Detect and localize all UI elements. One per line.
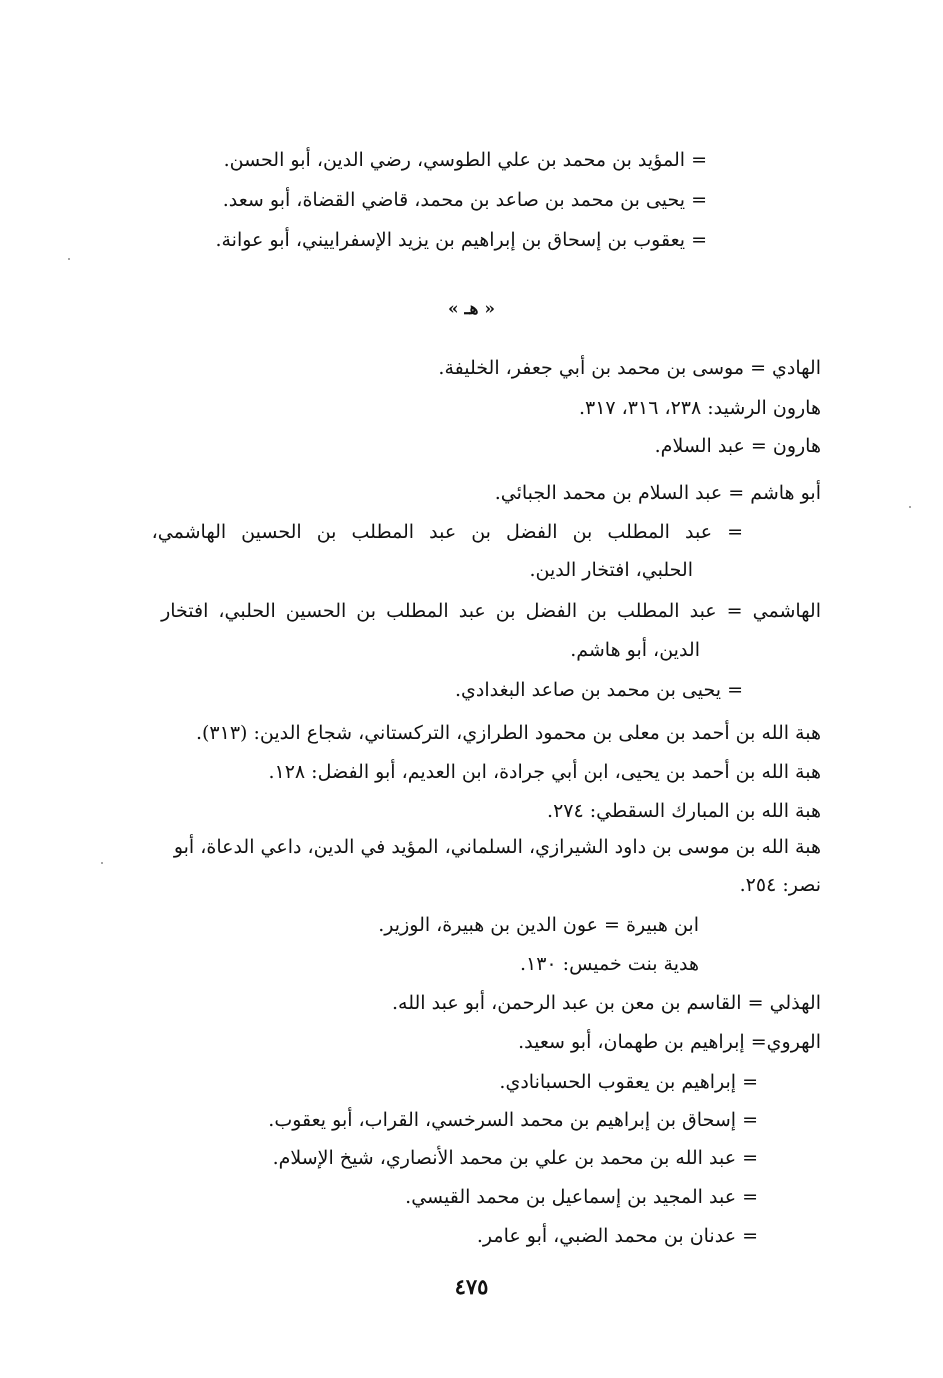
index-entry: هبة الله بن المبارك السقطي: ٢٧٤. (547, 800, 821, 822)
index-entry: ابن هبيرة = عون الدين بن هبيرة، الوزير. (378, 914, 699, 936)
scan-speck (909, 506, 911, 508)
index-entry: = عبد المطلب بن الفضل بن عبد المطلب بن الحسين الهاشمي، (151, 521, 743, 543)
index-entry: = عبد المجيد بن إسماعيل بن محمد القيسي. (405, 1186, 758, 1208)
page-number: ٤٧٥ (454, 1274, 489, 1299)
index-entry: = إبراهيم بن يعقوب الحسبانادي. (499, 1071, 758, 1093)
index-entry: = عدنان بن محمد الضبي، أبو عامر. (476, 1225, 758, 1247)
index-entry: = عبد الله بن محمد بن علي بن محمد الأنصاري، شيخ الإسلام. (272, 1147, 758, 1169)
index-entry: هبة الله بن أحمد بن معلى بن محمود الطرازي، التركستاني، شجاع الدين: (٣١٣). (195, 722, 821, 744)
index-entry-continuation: الحلبي، افتخار الدين. (529, 559, 693, 581)
index-entry: الهروي= إبراهيم بن طهمان، أبو سعيد. (518, 1031, 821, 1053)
scan-speck (68, 258, 70, 260)
index-entry: = يحيى بن محمد بن صاعد بن محمد، قاضي القضاة، أبو سعد. (222, 189, 707, 211)
index-entry: = إسحاق بن إبراهيم بن محمد السرخسي، القراب، أبو يعقوب. (268, 1109, 758, 1131)
index-entry: = يحيى بن محمد بن صاعد البغدادي. (454, 679, 743, 701)
index-entry: = يعقوب بن إسحاق بن إبراهيم بن يزيد الإسفراييني، أبو عوانة. (215, 229, 707, 251)
index-entry: هبة الله بن موسى بن داود الشيرازي، السلماني، المؤيد في الدين، داعي الدعاة، أبو (173, 836, 821, 858)
index-entry-continuation: الدين، أبو هاشم. (570, 639, 700, 661)
scan-speck (101, 862, 103, 864)
index-entry: الهاشمي = عبد المطلب بن الفضل بن عبد المطلب بن الحسين الحلبي، افتخار (161, 600, 821, 622)
index-entry: هدية بنت خميس: ١٣٠. (519, 953, 699, 975)
index-entry: أبو هاشم = عبد السلام بن محمد الجبائي. (494, 482, 821, 504)
index-entry: الهذلي = القاسم بن معن بن عبد الرحمن، أبو عبد الله. (391, 992, 821, 1014)
index-entry: = المؤيد بن محمد بن علي الطوسي، رضي الدين، أبو الحسن. (223, 149, 707, 171)
index-entry: الهادي = موسى بن محمد بن أبي جعفر، الخليفة. (438, 357, 821, 379)
section-letter-heading: « هـ » (447, 299, 496, 319)
index-entry: هارون = عبد السلام. (654, 435, 821, 457)
index-entry-continuation: نصر: ٢٥٤. (739, 874, 821, 896)
index-entry: هبة الله بن أحمد بن يحيى، ابن أبي جرادة، ابن العديم، أبو الفضل: ١٢٨. (268, 761, 821, 783)
index-entry: هارون الرشيد: ٢٣٨، ٣١٦، ٣١٧. (578, 397, 821, 419)
